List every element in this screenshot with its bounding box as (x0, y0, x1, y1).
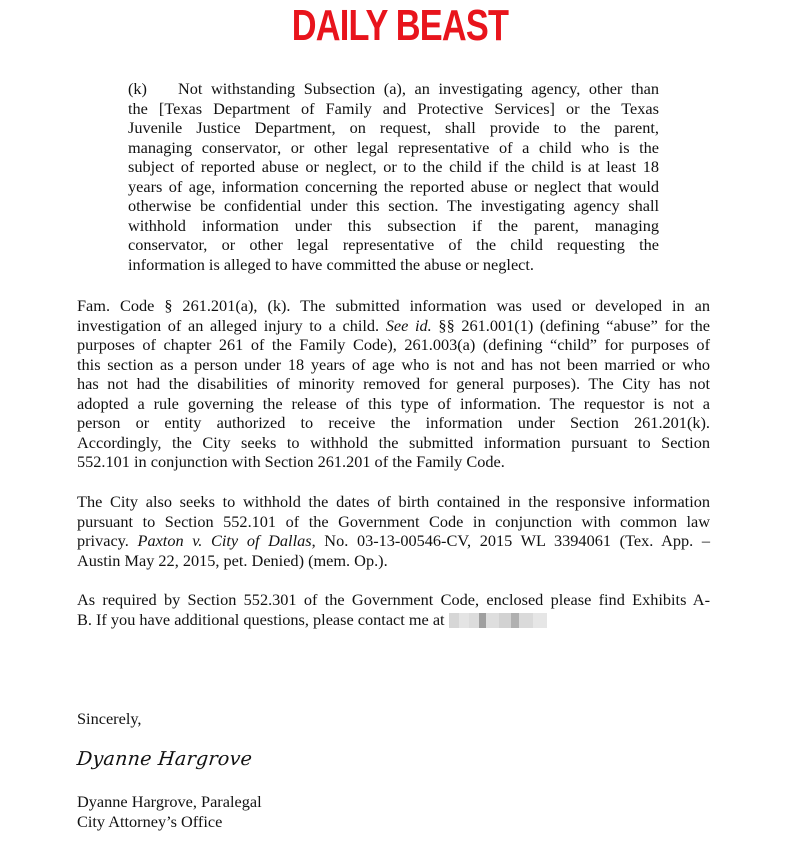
quote-line: withhold information under this subsection if the parent, managing (128, 215, 659, 235)
handwritten-signature: Dyanne Hargrove (75, 748, 254, 770)
paragraph-line: B. If you have additional questions, please contact me at (77, 610, 710, 630)
quote-line: conservator, or other legal representative of the child requesting the (128, 235, 659, 254)
paragraph-line: Fam. Code § 261.201(a), (k). The submitted information was used or developed in an (77, 296, 710, 315)
signature-block (77, 792, 262, 831)
quote-line: managing conservator, or other legal representative of a child who is the (128, 137, 659, 157)
paragraph-line: Accordingly, the City seeks to withhold the submitted information pursuant to Section (77, 432, 710, 452)
signer-name-title: Dyanne Hargrove, Paralegal (77, 792, 262, 811)
paragraph-line: The City also seeks to withhold the dates of birth contained in the responsive information (77, 492, 710, 511)
statute-block-quote (128, 79, 659, 274)
redacted-contact-info (449, 613, 547, 628)
paragraph-line: person or entity authorized to receive the information under Section 261.201(k). (77, 413, 710, 432)
quote-line: years of age, information concerning the reported abuse or neglect that would (128, 176, 659, 196)
quote-line: information is alleged to have committed the abuse or neglect. (128, 254, 534, 274)
salutation: Sincerely, (77, 709, 142, 728)
paragraph-line: privacy. Paxton v. City of Dallas, No. 03-13-00546-CV, 2015 WL 3394061 (Tex. App. – (77, 531, 710, 550)
paragraph-line: 552.101 in conjunction with Section 261.201 of the Family Code. (77, 452, 505, 471)
family-code-paragraph (77, 296, 710, 472)
paragraph-line: this section as a person under 18 years of age who is not and has not been married or who (77, 354, 710, 374)
case-name: Paxton v. City of Dallas (137, 531, 312, 550)
quote-line: otherwise be confidential under this section. The investigating agency shall (128, 196, 659, 215)
paragraph-line: has not had the disabilities of minority removed for general purposes). The City has not (77, 374, 710, 393)
quote-line: subject of reported abuse or neglect, or to the child if the child is at least 18 (128, 157, 659, 176)
citation-signal: See id. (385, 315, 432, 335)
subsection-label: (k) (128, 79, 147, 98)
dates-of-birth-paragraph (77, 492, 710, 570)
paragraph-line: pursuant to Section 552.101 of the Government Code in conjunction with common law (77, 511, 710, 531)
paragraph-line: purposes of chapter 261 of the Family Code), 261.003(a) (defining “child” for purposes of (77, 335, 710, 354)
paragraph-line: Austin May 22, 2015, pet. Denied) (mem. Op.). (77, 550, 388, 570)
paragraph-line: investigation of an alleged injury to a child. See id. §§ 261.001(1) (defining “abuse” for the (77, 315, 711, 335)
daily-beast-logo: DAILY BEAST (291, 1, 509, 50)
quote-line: (k) Not withstanding Subsection (a), an investigating agency, other than (128, 79, 659, 98)
paragraph-line: As required by Section 552.301 of the Government Code, enclosed please find Exhibits A- (77, 590, 710, 609)
quote-line: Juvenile Justice Department, on request, shall provide to the parent, (128, 118, 659, 137)
exhibits-paragraph (77, 590, 710, 629)
signer-office: City Attorney’s Office (77, 811, 223, 831)
quote-line: the [Texas Department of Family and Protective Services] or the Texas (128, 98, 659, 118)
paragraph-line: adopted a rule governing the release of this type of information. The requestor is not a (77, 393, 710, 413)
